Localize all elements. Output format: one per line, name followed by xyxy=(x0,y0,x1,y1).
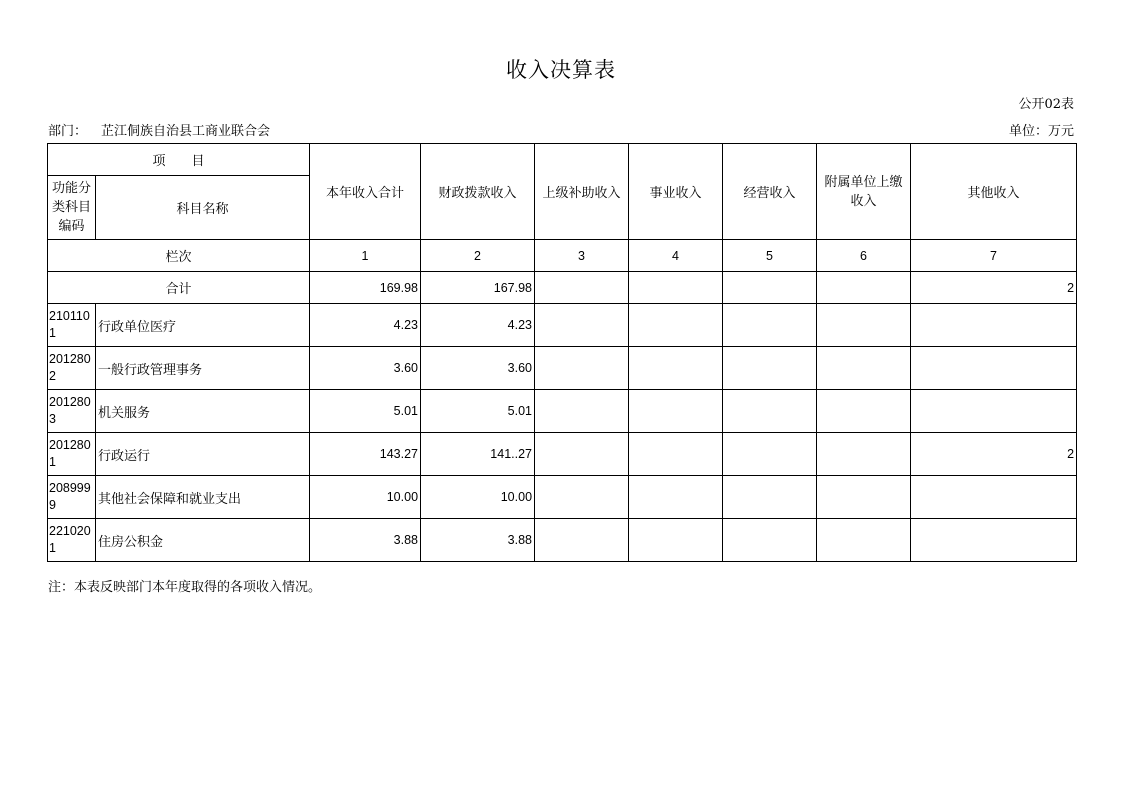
function-code-cell: 2210201 xyxy=(48,519,96,562)
value-cell xyxy=(535,476,629,519)
function-code-header: 功能分类科目编码 xyxy=(48,176,96,240)
total-value: 2 xyxy=(911,272,1077,304)
column-header: 上级补助收入 xyxy=(535,144,629,240)
value-cell xyxy=(911,476,1077,519)
value-cell xyxy=(535,304,629,347)
value-cell xyxy=(629,304,723,347)
value-cell: 143.27 xyxy=(310,433,421,476)
value-cell xyxy=(535,390,629,433)
subject-name-cell: 其他社会保障和就业支出 xyxy=(96,476,310,519)
column-number: 2 xyxy=(421,240,535,272)
form-number: 公开02表 xyxy=(1018,97,1074,112)
total-value: 169.98 xyxy=(310,272,421,304)
subject-name-header: 科目名称 xyxy=(96,176,310,240)
function-code-cell: 2012803 xyxy=(48,390,96,433)
table-row xyxy=(48,390,1077,433)
column-number: 5 xyxy=(723,240,817,272)
value-cell xyxy=(629,476,723,519)
value-cell xyxy=(723,390,817,433)
item-header: 项 目 xyxy=(48,144,310,176)
total-value xyxy=(817,272,911,304)
value-cell: 3.60 xyxy=(421,347,535,390)
value-cell xyxy=(723,347,817,390)
column-number: 7 xyxy=(911,240,1077,272)
value-cell xyxy=(535,433,629,476)
department-name: 芷江侗族自治县工商业联合会 xyxy=(101,124,271,139)
value-cell: 3.60 xyxy=(310,347,421,390)
function-code-cell: 2012801 xyxy=(48,433,96,476)
table-row xyxy=(48,304,1077,347)
subject-name-cell: 行政运行 xyxy=(96,433,310,476)
value-cell: 4.23 xyxy=(421,304,535,347)
value-cell: 141..27 xyxy=(421,433,535,476)
column-header: 事业收入 xyxy=(629,144,723,240)
column-header: 本年收入合计 xyxy=(310,144,421,240)
function-code-cell: 2012802 xyxy=(48,347,96,390)
value-cell: 3.88 xyxy=(310,519,421,562)
value-cell xyxy=(723,304,817,347)
value-cell: 2 xyxy=(911,433,1077,476)
value-cell xyxy=(817,519,911,562)
column-number: 4 xyxy=(629,240,723,272)
income-table xyxy=(47,143,1077,562)
header-row-1 xyxy=(48,144,1077,176)
column-number: 6 xyxy=(817,240,911,272)
value-cell: 10.00 xyxy=(421,476,535,519)
table-row xyxy=(48,519,1077,562)
column-number-label: 栏次 xyxy=(48,240,310,272)
column-number-row xyxy=(48,240,1077,272)
value-cell xyxy=(723,476,817,519)
value-cell xyxy=(629,390,723,433)
value-cell xyxy=(723,433,817,476)
value-cell: 5.01 xyxy=(421,390,535,433)
value-cell xyxy=(817,433,911,476)
page-title: 收入决算表 xyxy=(506,58,616,82)
subject-name-cell: 一般行政管理事务 xyxy=(96,347,310,390)
department-label: 部门： xyxy=(48,124,88,139)
department-line xyxy=(48,120,270,139)
value-cell xyxy=(911,347,1077,390)
subject-name-cell: 机关服务 xyxy=(96,390,310,433)
column-header: 其他收入 xyxy=(911,144,1077,240)
value-cell: 3.88 xyxy=(421,519,535,562)
total-value xyxy=(629,272,723,304)
value-cell xyxy=(817,390,911,433)
table-row xyxy=(48,347,1077,390)
footnote: 注：本表反映部门本年度取得的各项收入情况。 xyxy=(48,580,322,595)
function-code-cell: 2101101 xyxy=(48,304,96,347)
table-row xyxy=(48,433,1077,476)
value-cell xyxy=(629,347,723,390)
value-cell xyxy=(535,347,629,390)
column-number: 1 xyxy=(310,240,421,272)
value-cell xyxy=(723,519,817,562)
value-cell xyxy=(911,304,1077,347)
column-header: 附属单位上缴收入 xyxy=(817,144,911,240)
value-cell xyxy=(817,304,911,347)
column-header: 财政拨款收入 xyxy=(421,144,535,240)
table-row xyxy=(48,476,1077,519)
total-value: 167.98 xyxy=(421,272,535,304)
value-cell: 5.01 xyxy=(310,390,421,433)
value-cell: 4.23 xyxy=(310,304,421,347)
total-row xyxy=(48,272,1077,304)
subject-name-cell: 住房公积金 xyxy=(96,519,310,562)
value-cell xyxy=(817,347,911,390)
total-value xyxy=(723,272,817,304)
column-number: 3 xyxy=(535,240,629,272)
subject-name-cell: 行政单位医疗 xyxy=(96,304,310,347)
value-cell xyxy=(911,519,1077,562)
value-cell xyxy=(535,519,629,562)
unit-label: 单位：万元 xyxy=(1008,124,1074,139)
column-header: 经营收入 xyxy=(723,144,817,240)
total-label: 合计 xyxy=(48,272,310,304)
total-value xyxy=(535,272,629,304)
function-code-cell: 2089999 xyxy=(48,476,96,519)
value-cell xyxy=(911,390,1077,433)
value-cell xyxy=(629,519,723,562)
value-cell xyxy=(629,433,723,476)
value-cell xyxy=(817,476,911,519)
value-cell: 10.00 xyxy=(310,476,421,519)
